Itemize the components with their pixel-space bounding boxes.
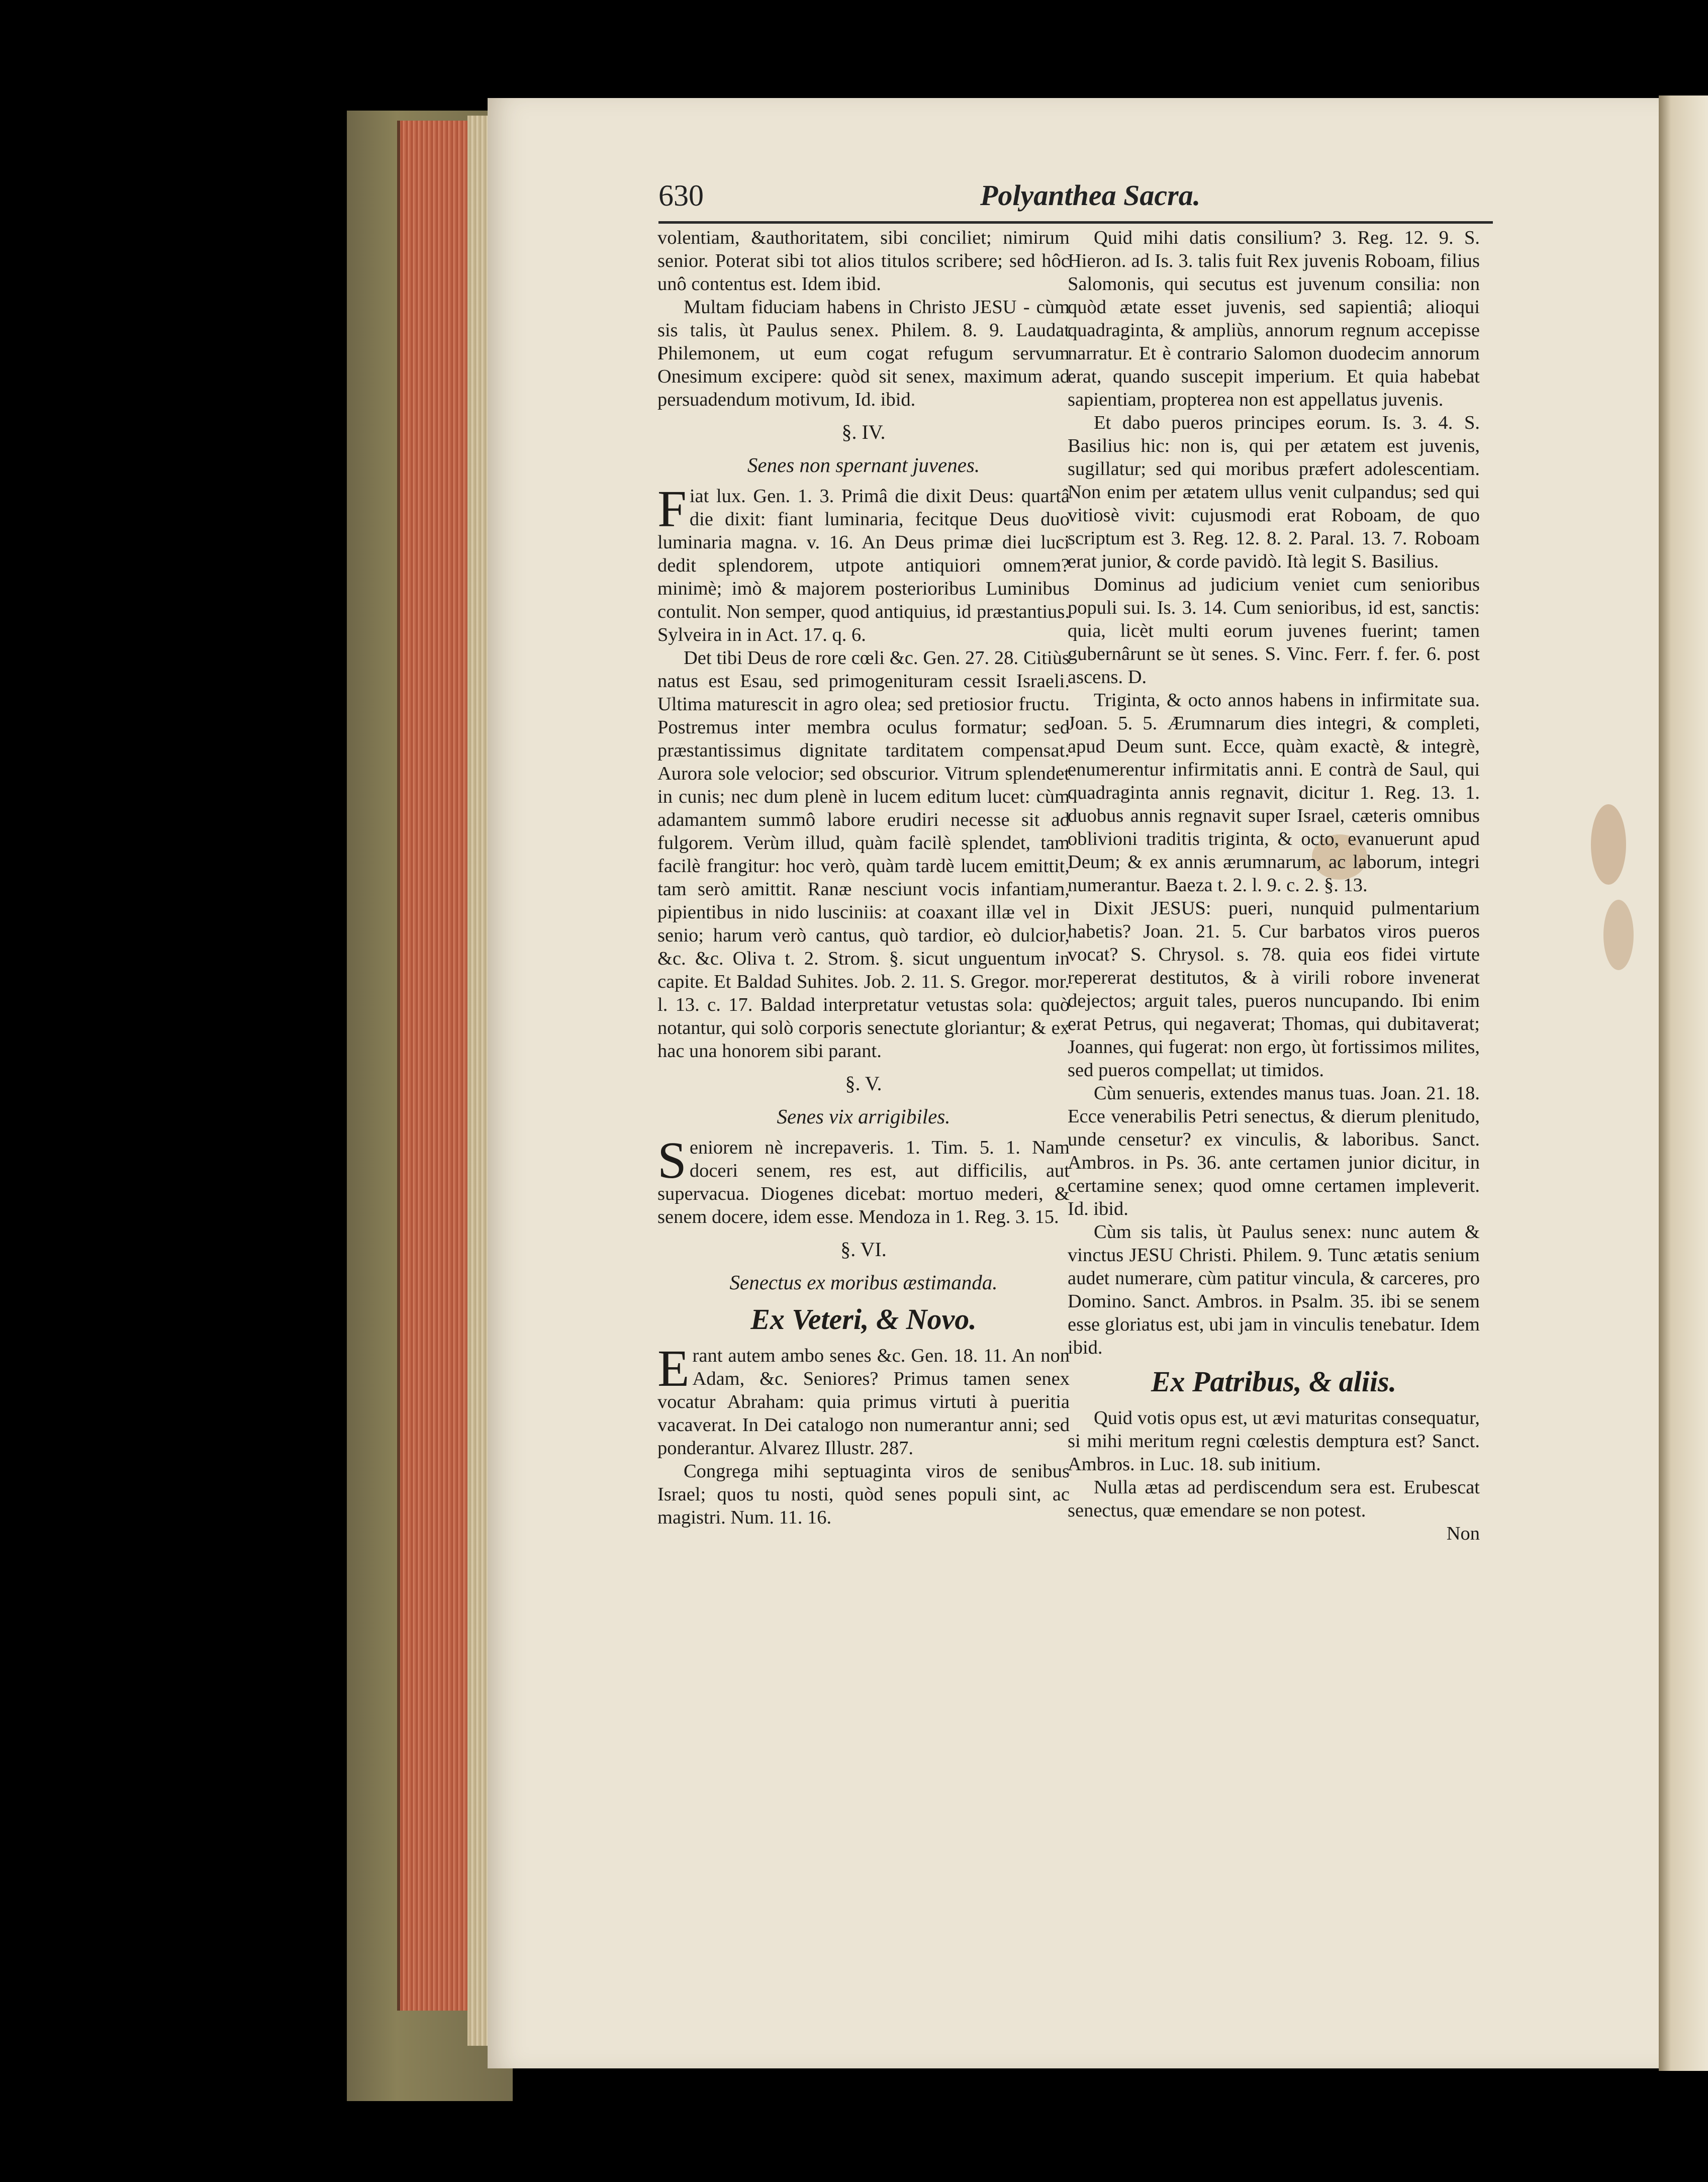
paragraph: Fiat lux. Gen. 1. 3. Primâ die dixit Deus: quartâ die dixit: fiant luminaria, fecitque Deus duo luminaria magna. v. 16. An Deus primæ diei luci dedit splendorem, utpote antiquiori omnem? minimè; imò & majorem posterioribus Luminibus contulit. Non semper, quod antiquius, id præstantius. Sylveira in in Act. 17. q. 6. [657,480,1070,645]
paragraph: Cùm sis talis, ùt Paulus senex: nunc autem & vinctus JESU Christi. Philem. 9. Tunc ætatis senium audet numerare, cùm patitur vincula, & carceres, pro Domino. Sanct. Ambros. in Psalm. 35. ibi se senem esse gloriatus est, ubi jam in vinculis tenebatur. Idem ibid. [1068,1221,1480,1358]
section-heading: Senectus ex moribus æstimanda. [729,1271,998,1294]
paragraph: Congrega mihi septuaginta viros de senibus Israel; quos tu nosti, quòd senes populi sint, ac magistri. Num. 11. 16. [657,1461,1070,1528]
paragraph: Nulla ætas ad perdiscendum sera est. Erubescat senectus, quæ emendare se non potest. [1068,1477,1480,1521]
foxing-stain [1603,900,1634,970]
header-rule [658,221,1493,224]
page-stack [467,116,488,2046]
paragraph: Triginta, & octo annos habens in infirmitate sua. Joan. 5. 5. Ærumnarum dies integri, & completi, apud Deum sunt. Ecce, quàm exactè, & integrè, enumerentur infirmitatis anni. E contrà de Saul, qui quadraginta annis regnavit, dicitur 1. Reg. 13. 1. duobus annis regnavit super Israel, cæteris omnibus oblivioni traditis triginta, & octo, evanuerunt apud Deum; & ex annis ærumnarum, ac laborum, integri numerantur. Baeza t. 2. l. 9. c. 2. §. 13. [1068,690,1480,896]
running-title: Polyanthea Sacra. [980,179,1201,212]
paragraph: Cùm senueris, extendes manus tuas. Joan. 21. 18. Ecce venerabilis Petri senectus, & dierum plenitudo, unde censetur? ex vinculis, & laboribus. Sanct. Ambros. in Ps. 36. ante certamen junior dicitur, in certamine senex; quod omne certamen impleverit. Id. ibid. [1068,1083,1480,1219]
paragraph: Seniorem nè increpaveris. 1. Tim. 5. 1. Nam doceri senem, res est, aut difficilis, aut supervacua. Diogenes dicebat: mortuo mederi, & senem docere, idem esse. Mendoza in 1. Reg. 3. 15. [657,1131,1070,1227]
section-mark: §. VI. [840,1238,887,1261]
right-column [1068,226,1480,1545]
section-heading: Senes non spernant juvenes. [747,453,980,477]
paragraph: Multam fiduciam habens in Christo JESU - cùm sis talis, ùt Paulus senex. Philem. 8. 9. Laudat Philemonem, ut eum cogat refugum servum Onesimum excipere: quòd sit senex, maximum ad persuadendum motivum, Id. ibid. [657,297,1070,410]
catchword: Non [1446,1523,1480,1544]
left-column [657,226,1070,1529]
foxing-stain [1591,804,1626,885]
page-header [658,178,1513,219]
subsection-heading: Ex Patribus, & aliis. [1151,1365,1397,1398]
paragraph: Dominus ad judicium veniet cum senioribus populi sui. Is. 3. 14. Cum senioribus, id est, sanctis: quia, licèt multi eorum juvenes fuerint; tamen gubernârunt se ùt senes. S. Vinc. Ferr. f. fer. 6. post ascens. D. [1068,574,1480,688]
paragraph: Det tibi Deus de rore cœli &c. Gen. 27. 28. Citiùs natus est Esau, sed primogenituram cessit Israeli. Ultima maturescit in agro olea; sed pretiosior fructu. Postremus inter membra oculus formatur; sed præstantissimus dignitate tarditatem compensat. Aurora sole velocior; sed obscurior. Vitrum splendet in cunis; nec dum plenè in lucem editum lucet: cùm adamantem summô labore erudiri necesse sit ad fulgorem. Verùm illud, quàm facilè splendet, tam facilè frangitur: hoc verò, quàm tardè lucem emittit, tam serò amittit. Ranæ nesciunt vocis infantiam, pipientibus in nido lusciniis: at coaxant illæ vel in senio; harum verò cantus, quò tardior, eò dulcior, &c. &c. Oliva t. 2. Strom. §. sicut unguentum in capite. Et Baldad Suhites. Job. 2. 11. S. Gregor. mor. l. 13. c. 17. Baldad interpretatur vetustas sola: quò notantur, qui solò corporis senectute gloriantur; & ex hac una honorem sibi parant. [657,647,1070,1062]
section-mark: §. V. [845,1072,882,1095]
page-number: 630 [658,179,704,212]
paragraph: Et dabo pueros principes eorum. Is. 3. 4. S. Basilius hic: non is, qui per ætatem est juvenis, sugillatur; sed qui moribus præfert adolescentiam. Non enim per ætatem ullus venit culpandus; sed qui vitiosè vivit: cujusmodi erat Roboam, de quo scriptum est 3. Reg. 12. 8. 2. Paral. 13. 7. Roboam erat junior, & corde pavidò. Ità legit S. Basilius. [1068,412,1480,572]
paragraph: Quid votis opus est, ut ævi maturitas consequatur, si mihi meritum regni cœlestis dempturа est? Sanct. Ambros. in Luc. 18. sub initium. [1068,1407,1480,1475]
next-page-edge [1659,96,1708,2071]
paragraph: volentiam, &authoritatem, sibi conciliet; nimirum senior. Poterat sibi tot alios titulos scribere; sed hôc unô contentus est. Idem ibid. [657,227,1070,295]
section-heading: Senes vix arrigibiles. [777,1105,951,1128]
paragraph: Dixit JESUS: pueri, nunquid pulmentarium habetis? Joan. 21. 5. Cur barbatos viros pueros vocat? S. Chrysol. s. 78. quia eos fidei virtute repererat destitutos, & à virili robore invenerat dejectos; arguit tales, pueros nuncupando. Ibi enim erat Petrus, qui negaverat; Thomas, qui dubitaverat; Joannes, qui fugerat: non ergo, ùt fortissimos milites, sed pueros compellat; ut timidos. [1068,898,1480,1081]
subsection-heading: Ex Veteri, & Novo. [750,1303,977,1336]
paragraph: Quid mihi datis consilium? 3. Reg. 12. 9. S. Hieron. ad Is. 3. talis fuit Rex juvenis Roboam, filius Salomonis, qui secutus est juvenum consilia: non quòd ætate esset juvenis, sed sapientiâ; alioqui quadraginta, & ampliùs, annorum regnum accepisse narratur. Et è contrario Salomon duodecim annorum erat, quando suscepit imperium. Et quia habebat sapientiam, propterea non est appellatus juvenis. [1068,227,1480,410]
paragraph: Erant autem ambo senes &c. Gen. 18. 11. An non Adam, &c. Seniores? Primus tamen senex vocatur Abraham: quia primus virtuti à pueritia vacaverat. In Dei catalogo non numerantur anni; sed ponderantur. Alvarez Illustr. 287. [657,1340,1070,1459]
section-mark: §. IV. [841,421,886,443]
